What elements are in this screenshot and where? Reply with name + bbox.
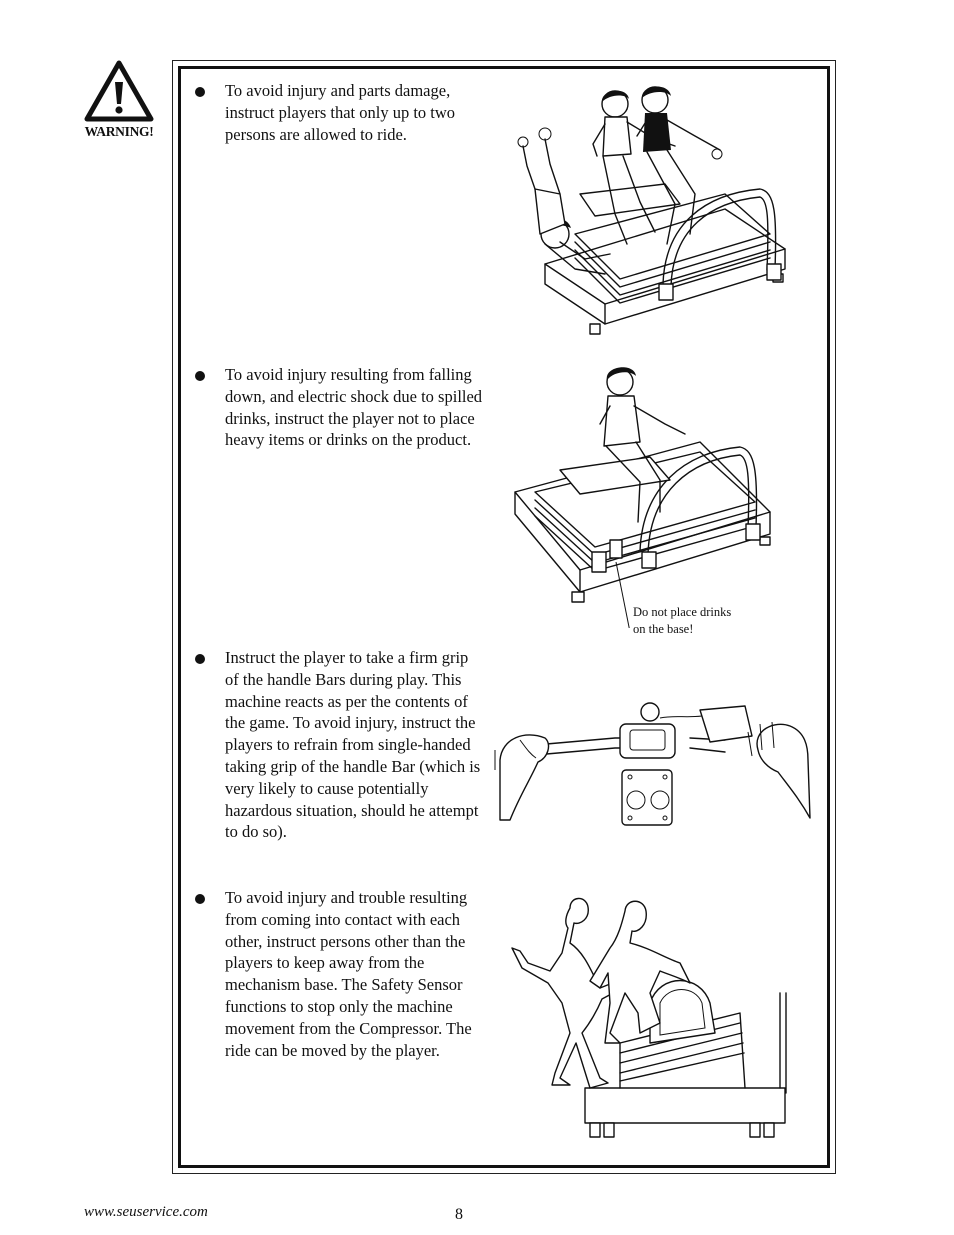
bullet-icon [195, 371, 205, 381]
drink-warning-callout [633, 604, 731, 637]
instruction-item-2 [195, 364, 485, 451]
warning-label: WARNING! [84, 124, 154, 139]
footer-url: www.seuservice.com [84, 1204, 208, 1220]
callout-line-1: Do not place drinks [633, 605, 732, 619]
instruction-item-1 [195, 80, 485, 145]
warning-triangle-icon [84, 60, 154, 122]
warning-sign [80, 60, 158, 144]
instruction-item-3 [195, 647, 485, 843]
bullet-icon [195, 894, 205, 904]
instruction-text: To avoid injury resulting from falling down, and electric shock due to spilled drinks, instruct the player not to place heavy items or drinks on the product. [225, 365, 483, 450]
illustration-drink-on-base [510, 362, 780, 628]
instruction-text: To avoid injury and parts damage, instruct players that only up to two persons are allowed to ride. [225, 81, 456, 144]
bullet-icon [195, 87, 205, 97]
bullet-icon [195, 654, 205, 664]
callout-line-2: on the base! [633, 621, 694, 636]
illustration-two-riders-falling-person [505, 84, 800, 346]
instruction-text: Instruct the player to take a firm grip of the handle Bars during play. This machine reacts as per the contents of the game. To avoid injury, instruct the players to refrain from single-handed taking grip of the handle Bar (which is very likely to cause potentially hazardous situation, should he attempt to do so). [225, 648, 481, 842]
illustration-bystanders [500, 893, 800, 1143]
illustration-handle-grip [490, 700, 820, 830]
instruction-text: To avoid injury and trouble resulting from coming into contact with each other, instruct persons other than the players to keep away from the mechanism base. The Safety Sensor functions to stop only the machine movement from the Compressor. The ride can be moved by the player. [225, 888, 472, 1060]
instruction-item-4 [195, 887, 485, 1061]
page-number: 8 [455, 1206, 463, 1223]
